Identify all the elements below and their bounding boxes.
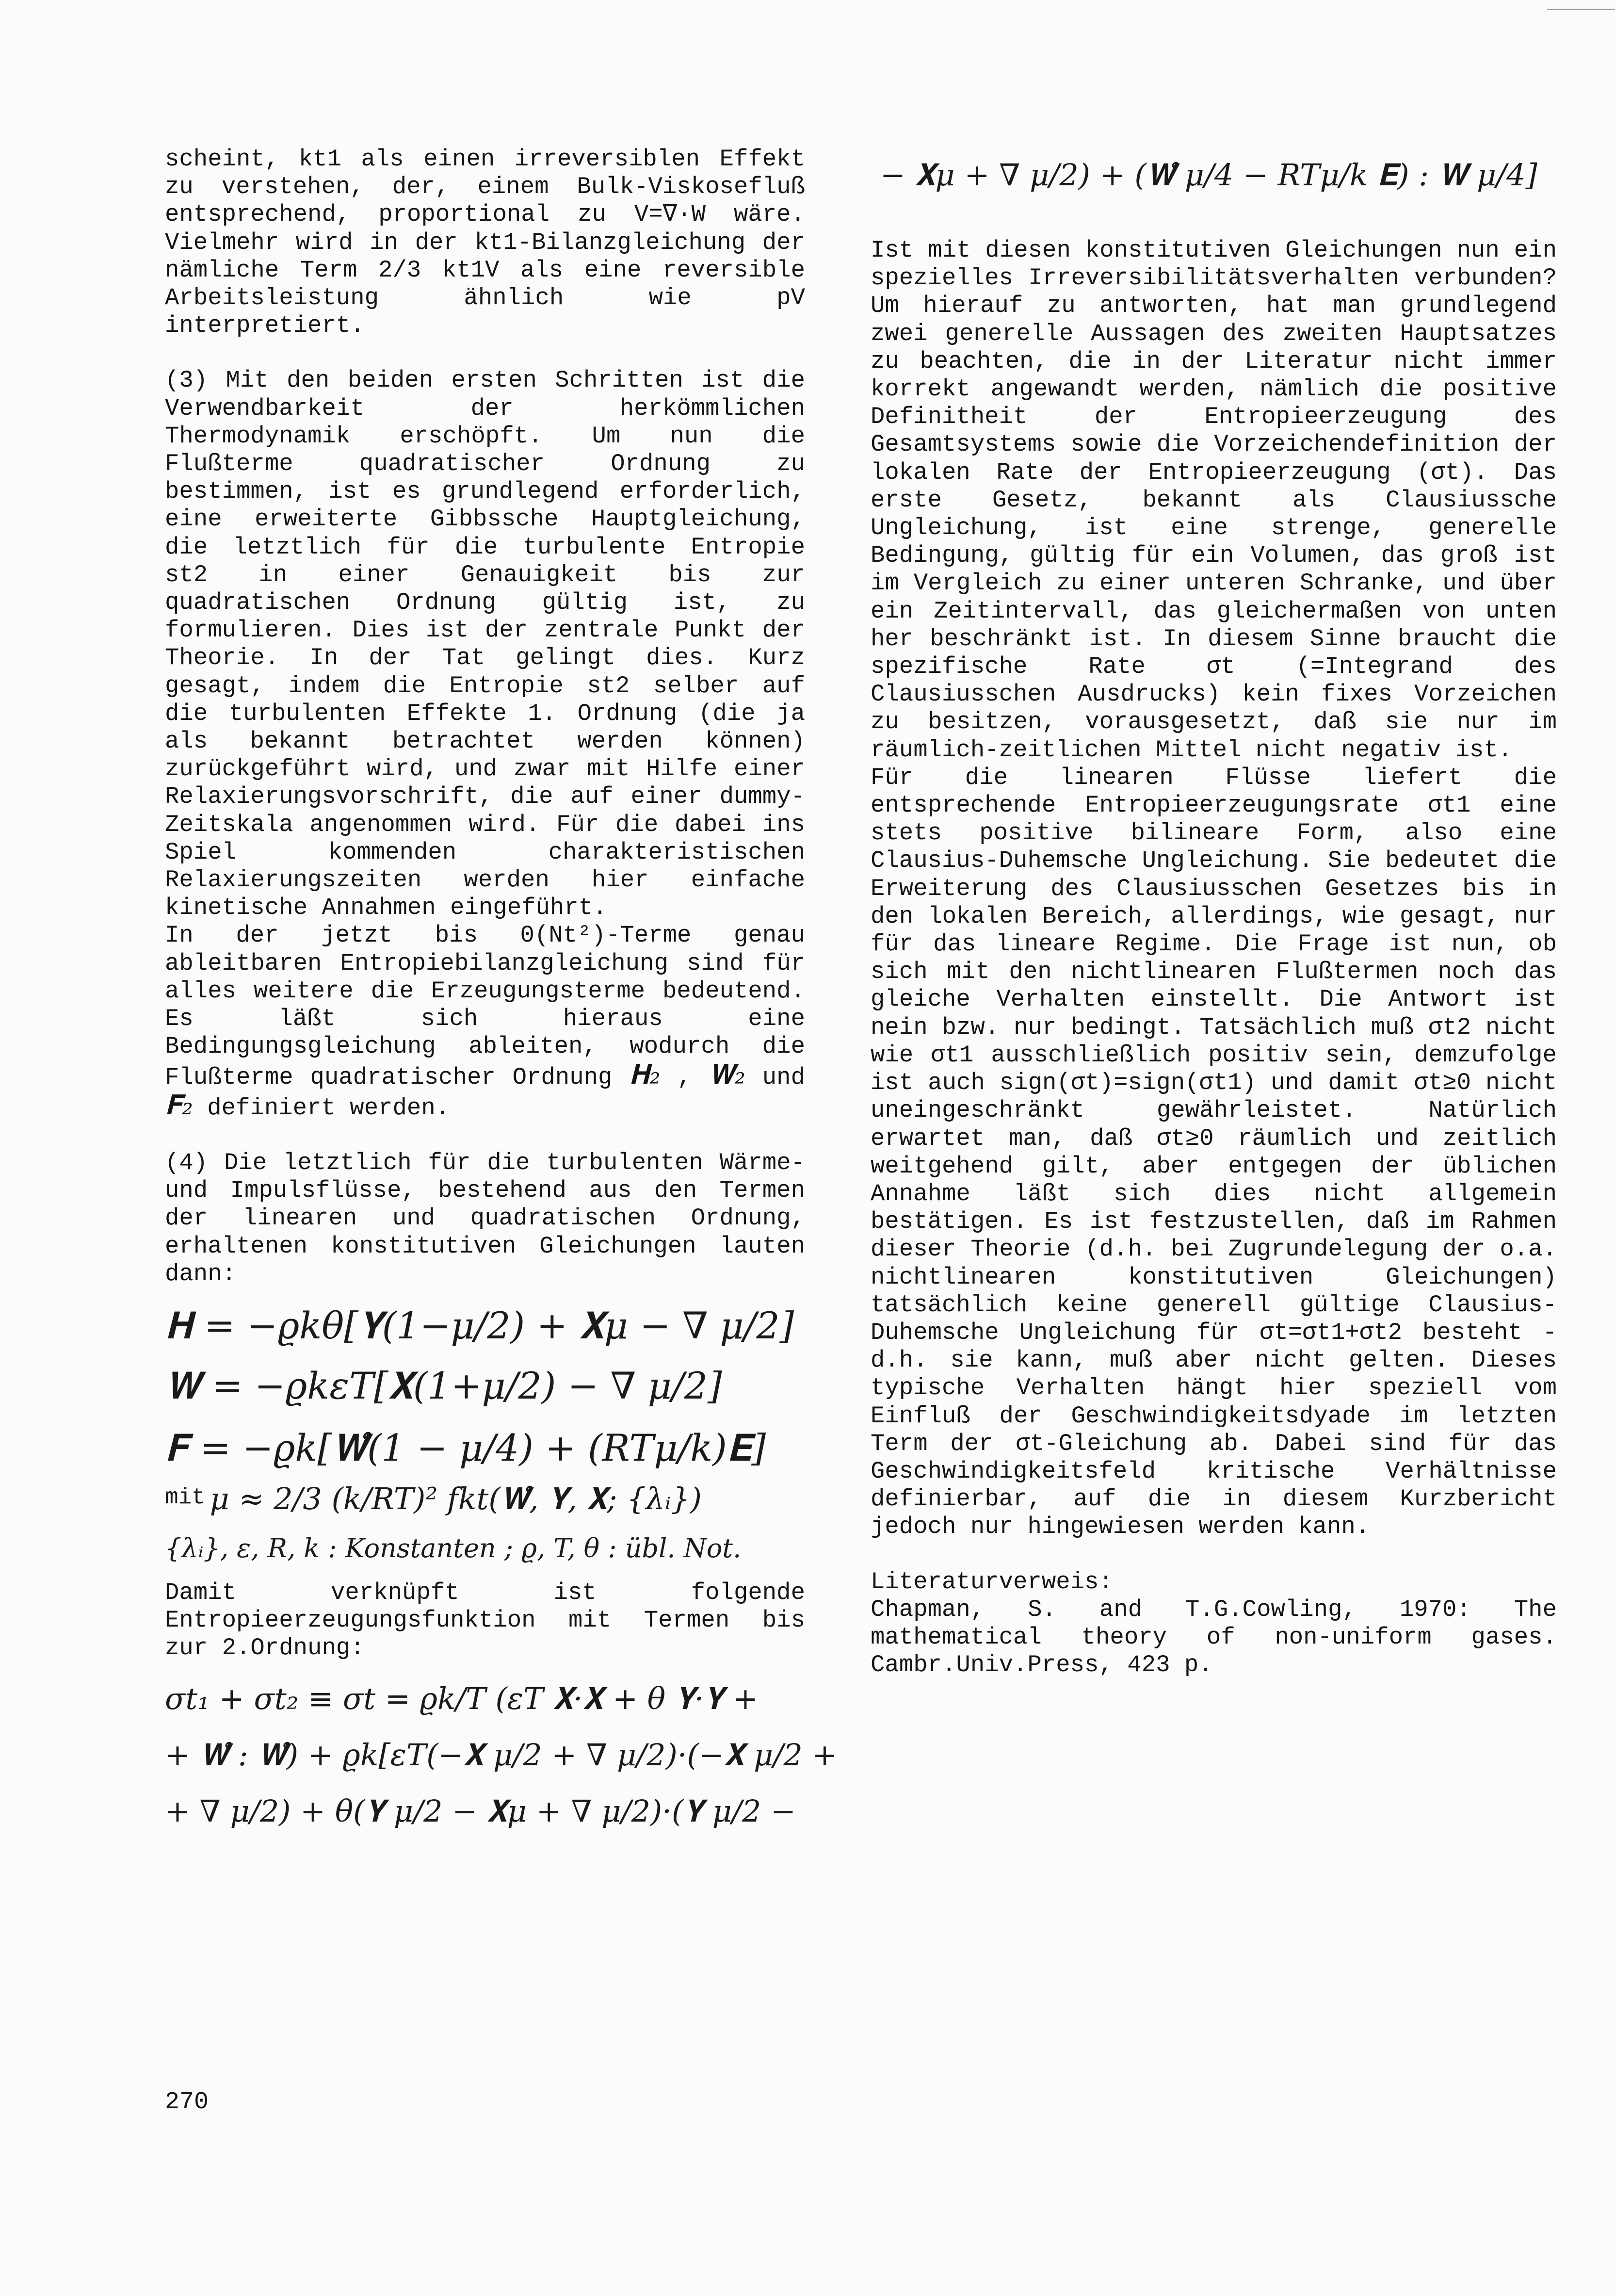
paragraph-linear-fluxes: Für die linearen Flüsse liefert die entsprechende Entropieerzeugungsrate σt1 eine stets positive bilineare Form, also eine Clausius-Duhemsche Ungleichung. Sie bedeutet die Erweiterung des Clausiusschen Gesetzes bis in den lokalen Bereich, allerdings, wie gesagt, nur für das lineare Regime. Die Frage ist nun, ob sich mit den nichtlinearen Flußtermen noch das gleiche Verhalten einstellt. Die Antwort ist nein bzw. nur bedingt. Tatsächlich muß σt2 nicht wie σt1 ausschließlich positiv sein, demzufolge ist auch sign(σt)=sign(σt1) und damit σt≥0 nicht uneingeschränkt gewährleistet. Natürlich erwartet man, daß σt≥0 räumlich und zeitlich weitgehend gilt, aber entgegen der üblichen Annahme läßt sich dies nicht allgemein bestätigen. Es ist festzustellen, daß im Rahmen dieser Theorie (d.h. bei Zugrundelegung der o.a. nichtlinearen konstitutiven Gleichungen) tatsächlich keine generell gültige Clausius-Duhemsche Ungleichung für σt=σt1+σt2 besteht - d.h. sie kann, muß aber nicht gelten. Dieses typische Verhalten hängt hier speziell vom Einfluß der Geschwindigkeitsdyade im letzten Term der σt-Gleichung ab. Dabei sind für das Geschwindigkeitsfeld kritische Verhältnisse definierbar, auf die in diesem Kurzbericht jedoch nur hingewiesen werden kann. [871,764,1557,1541]
equation-sigma-line-3: + ∇ μ/2) + θ(𝐘 μ/2 − 𝐗μ + ∇ μ/2)·(𝐘 μ/2 − [165,1793,796,1829]
equation-heat-flux: 𝐇 = −ϱkθ[𝐘(1−μ/2) + 𝐗μ − ∇ μ/2] [165,1303,794,1347]
flux-w2-symbol: 𝐖₂ [708,1058,745,1091]
separator-comma: , [660,1063,709,1091]
literature-entry: Chapman, S. and T.G.Cowling, 1970: The mathematical theory of non-uniform gases. Cambr.Univ.Press, 423 p. [871,1596,1557,1678]
paragraph-entropy-production: Damit verknüpft ist folgende Entropieerzeugungsfunktion mit Termen bis zur 2.Ordnung: [165,1579,805,1662]
left-column [165,146,838,1829]
flux-f2-symbol: 𝐅₂ [165,1089,193,1121]
paragraph-viscous-flux: scheint, kt1 als einen irreversiblen Effekt zu verstehen, der, einem Bulk-Viskosefluß entsprechend, proportional zu V=∇·W wäre. Vielmehr wird in der kt1-Bilanzgleichung der nämliche Term 2/3 kt1V als eine reversible Arbeitsleistung ähnlich wie pV interpretiert. [165,146,805,340]
right-column [871,146,1557,1679]
paragraph-irreversibility: Ist mit diesen konstitutiven Gleichungen nun ein spezielles Irreversibilitätsverhalten verbunden? Um hierauf zu antworten, hat man grundlegend zwei generelle Aussagen des zweiten Hauptsatzes zu beachten, die in der Literatur nicht immer korrekt angewandt werden, nämlich die positive Definitheit der Entropieerzeugung des Gesamtsystems sowie die Vorzeichendefinition der lokalen Rate der Entropieerzeugung (σt). Das erste Gesetz, bekannt als Clausiussche Ungleichung, ist eine strenge, generelle Bedingung, gültig für ein Volumen, das groß ist im Vergleich zu einer unteren Schranke, und über ein Zeitintervall, das gleichermaßen von unten her beschränkt ist. In diesem Sinne braucht die spezifische Rate σt (=Integrand des Clausiusschen Ausdrucks) kein fixes Vorzeichen zu besitzen, vorausgesetzt, daß sie nur im räumlich-zeitlichen Mittel nicht negativ ist. [871,237,1557,764]
equation-sigma-line-4: − 𝐗μ + ∇ μ/2) + (𝐖̊ μ/4 − RTμ/k 𝐄) : 𝐖 μ/4] [880,157,1537,193]
literature-heading: Literaturverweis: [871,1568,1113,1596]
defined-text: definiert werden. [193,1094,450,1122]
paragraph-entropy-balance [165,922,805,1122]
flux-h2-symbol: 𝐇₂ [629,1058,661,1091]
equation-sigma-line-2: + 𝐖̊ : 𝐖̊) + ϱk[εT(−𝐗 μ/2 + ∇ μ/2)·(−𝐗 μ/2 + [165,1737,838,1773]
equation-mu-row [165,1481,805,1516]
scan-edge-mark [1547,9,1615,10]
equation-mu: μ ≈ 2/3 (k/RT)² fkt(𝐖̊, 𝐘, 𝐗; {λᵢ}) [210,1481,702,1516]
page-number: 270 [165,2088,209,2116]
equation-sigma-line-1: σt₁ + σt₂ ≡ σt = ϱk/T (εT 𝐗·𝐗 + θ 𝐘·𝐘 + [165,1680,758,1716]
equation-w-flux: 𝐖 = −ϱkεT[𝐗(1+μ/2) − ∇ μ/2] [165,1364,722,1407]
paragraph-step-3: (3) Mit den beiden ersten Schritten ist die Verwendbarkeit der herkömmlichen Thermodynamik erschöpft. Um nun die Flußterme quadratischer Ordnung zu bestimmen, ist es grundlegend erforderlich, eine erweiterte Gibbssche Hauptgleichung, die letztlich für die turbulente Entropie st2 in einer Genauigkeit bis zur quadratischen Ordnung gültig ist, zu formulieren. Dies ist der zentrale Punkt der Theorie. In der Tat gelingt dies. Kurz gesagt, indem die Entropie st2 selber auf die turbulenten Effekte 1. Ordnung (die ja als bekannt betrachtet werden können) zurückgeführt wird, und zwar mit Hilfe einer Relaxierungsvorschrift, die auf einer dummy-Zeitskala angenommen wird. Für die dabei ins Spiel kommenden charakteristischen Relaxierungszeiten werden hier einfache kinetische Annahmen eingeführt. [165,367,805,922]
entropy-balance-text: In der jetzt bis 0(Nt²)-Terme genau ableitbaren Entropiebilanzgleichung sind für alles weitere die Erzeugungsterme bedeutend. Es läßt sich hieraus eine Bedingungsgleichung ableiten, wodurch die Flußterme quadratischer Ordnung [165,922,805,1091]
equation-constants: {λᵢ}, ε, R, k : Konstanten ; ϱ, T, θ : übl. Not. [165,1532,742,1563]
equation-momentum-flux: 𝐅 = −ϱk[𝐖̊(1 − μ/4) + (RTμ/k)𝐄] [165,1426,766,1469]
equation-mu-label: mit [165,1484,205,1510]
conjunction-und: und [745,1063,805,1091]
paragraph-step-4: (4) Die letztlich für die turbulenten Wärme- und Impulsflüsse, bestehend aus den Termen der linearen und quadratischen Ordnung, erhaltenen konstitutiven Gleichungen lauten dann: [165,1149,805,1287]
